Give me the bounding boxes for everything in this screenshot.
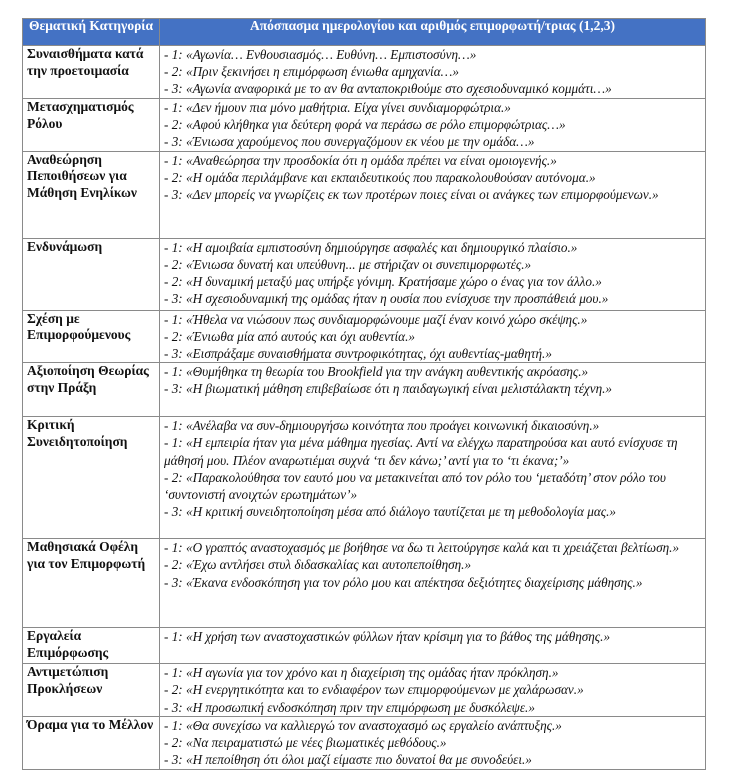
bullet-dash: - [164,540,172,556]
bullet-dash: - [164,291,172,307]
trainer-number: 2: [171,469,183,485]
quote-text: «Ένιωθα μία από αυτούς και όχι αυθεντία.» [186,328,415,344]
bullet-dash: - [164,699,172,715]
trainer-number: 2: [171,735,183,751]
trainer-number: 1: [171,540,183,556]
quote-line [164,311,701,328]
quote-line [164,503,701,520]
quote-line [164,273,701,290]
quote-line [164,681,701,698]
quote-line [164,664,701,681]
quote-line [164,46,701,63]
trainer-number: 3: [171,504,183,520]
quote-line [164,133,701,150]
quote-line [164,556,701,573]
quote-text: «Η σχεσιοδυναμική της ομάδας ήταν η ουσία που ενίσχυσε την προσπάθειά μου.» [186,291,609,307]
trainer-number: 1: [171,629,183,645]
bullet-dash: - [164,717,172,733]
quotes-cell [160,628,706,664]
quote-text: «Ο γραπτός αναστοχασμός με βοήθησε να δω τι λειτούργησε καλά και τι χρειάζεται βελτίωση.» [186,540,680,556]
bullet-dash: - [164,504,172,520]
quote-text: «Ανέλαβα να συν-δημιουργήσω κοινότητα που προάγει κοινωνική δικαιοσύνη.» [186,418,600,434]
bullet-dash: - [164,187,172,203]
quote-text: «Η εμπειρία ήταν για μένα μάθημα ηγεσίας. Αντί να ελέγχω παρατηρούσα και αυτό ενίσχυσε τη μάθησή μου. Πλέον αναρωτιέμαι συχνά ‘τι δεν κάνω;’ αντί για το ‘τι έκανα;’» [164,435,678,468]
quote-text: «Έχω αντλήσει στυλ διδασκαλίας και αυτοπεποίθηση.» [186,557,472,573]
trainer-number: 3: [171,574,183,590]
quote-line [164,434,701,468]
bullet-dash: - [164,134,172,150]
category-cell: Εργαλεία Επιμόρφωσης [23,628,160,664]
quote-text: «Αναθεώρησα την προσδοκία ότι η ομάδα πρέπει να είναι ομοιογενής.» [186,152,557,168]
quote-line [164,169,701,186]
bullet-dash: - [164,328,172,344]
quote-line [164,256,701,273]
quote-line [164,628,701,645]
category-cell: Συναισθήματα κατά την προετοιμασία [23,46,160,99]
trainer-number: 3: [171,381,183,397]
quote-line [164,116,701,133]
table-row [23,151,706,238]
trainer-number: 1: [171,311,183,327]
quote-line [164,99,701,116]
quote-line [164,751,701,768]
trainer-number: 1: [171,717,183,733]
bullet-dash: - [164,735,172,751]
quotes-cell [160,238,706,310]
quote-text: «Έκανα ενδοσκόπηση για τον ρόλο μου και απέκτησα δεξιότητες διαχείρισης μάθησης.» [186,574,643,590]
trainer-number: 2: [171,256,183,272]
quote-text: «Η ομάδα περιλάμβανε και εκπαιδευτικούς που παρακολουθούσαν αυτόνομα.» [186,169,596,185]
table-row [23,363,706,417]
quote-line [164,186,701,203]
category-cell: Αξιοποίηση Θεωρίας στην Πράξη [23,363,160,417]
trainer-number: 3: [171,134,183,150]
table-row [23,310,706,363]
quote-line [164,717,701,734]
quote-text: «Αγωνία… Ενθουσιασμός… Ευθύνη… Εμπιστοσύνη…» [186,47,477,62]
quotes-cell [160,46,706,99]
quote-line [164,290,701,307]
quote-line [164,574,701,591]
quote-line [164,328,701,345]
table-row [23,46,706,99]
table-row [23,99,706,152]
bullet-dash: - [164,152,172,168]
trainer-number: 1: [171,665,183,681]
bullet-dash: - [164,557,172,573]
quote-text: «Ήθελα να νιώσουν πως συνδιαμορφώνουμε μαζί έναν κοινό χώρο σκέψης.» [186,311,588,327]
trainer-number: 2: [171,682,183,698]
quote-line [164,239,701,256]
trainer-number: 2: [171,274,183,290]
quote-text: «Δεν ήμουν πια μόνο μαθήτρια. Είχα γίνει συνδιαμορφώτρια.» [186,100,511,115]
quote-text: «Η χρήση των αναστοχαστικών φύλλων ήταν κρίσιμη για το βάθος της μάθησης.» [186,629,611,645]
bullet-dash: - [164,256,172,272]
quote-line [164,734,701,751]
bullet-dash: - [164,47,172,62]
quotes-cell [160,310,706,363]
quotes-cell [160,99,706,152]
trainer-number: 1: [171,364,183,380]
quotes-cell [160,539,706,628]
quote-line [164,345,701,362]
quotes-cell [160,716,706,769]
bullet-dash: - [164,81,172,97]
quote-text: «Αφού κλήθηκα για δεύτερη φορά να περάσω σε ρόλο επιμορφώτριας…» [186,117,566,133]
trainer-number: 1: [171,152,183,168]
trainer-number: 3: [171,346,183,362]
bullet-dash: - [164,574,172,590]
quotes-cell [160,664,706,717]
trainer-number: 2: [171,117,183,133]
quote-text: «Η δυναμική μεταξύ μας υπήρξε γόνιμη. Κρατήσαμε χώρο ο ένας για τον άλλο.» [186,274,602,290]
header-row [23,19,706,46]
trainer-number: 3: [171,291,183,307]
quote-line [164,63,701,80]
quote-line [164,80,701,97]
trainer-number: 1: [171,100,183,115]
table-row [23,417,706,539]
header-excerpt: Απόσπασμα ημερολογίου και αριθμός επιμορφωτή/τριας (1,2,3) [160,19,706,46]
quote-text: «Η ενεργητικότητα και το ενδιαφέρον των επιμορφούμενων με χαλάρωσαν.» [186,682,584,698]
category-cell: Όραμα για το Μέλλον [23,716,160,769]
quote-line [164,363,701,380]
trainer-number: 3: [171,752,183,768]
thematic-categories-table [22,18,706,770]
quotes-cell [160,363,706,417]
quote-text: «Η βιωματική μάθηση επιβεβαίωσε ότι η παιδαγωγική είναι μελιστάλακτη τέχνη.» [186,381,613,397]
bullet-dash: - [164,665,172,681]
quote-line [164,539,701,556]
quote-text: «Εισπράξαμε συναισθήματα συντροφικότητας, όχι αυθεντίας-μαθητή.» [186,346,552,362]
header-category: Θεματική Κατηγορία [23,19,160,46]
quote-text: «Θα συνεχίσω να καλλιεργώ τον αναστοχασμό ως εργαλείο ανάπτυξης.» [186,717,562,733]
quote-text: «Η αγωνία για τον χρόνο και η διαχείριση της ομάδας ήταν πρόκληση.» [186,665,559,681]
trainer-number: 3: [171,81,183,97]
trainer-number: 2: [171,328,183,344]
category-cell: Μετασχηματισμός Ρόλου [23,99,160,152]
category-cell: Αναθεώρηση Πεποιθήσεων για Μάθηση Ενηλίκων [23,151,160,238]
quote-text: «Θυμήθηκα τη θεωρία του Brookfield για την ανάγκη αυθεντικής ακρόασης.» [186,364,589,380]
bullet-dash: - [164,274,172,290]
trainer-number: 2: [171,169,183,185]
bullet-dash: - [164,682,172,698]
bullet-dash: - [164,117,172,133]
table-row [23,628,706,664]
quote-line [164,380,701,397]
quote-text: «Πριν ξεκινήσει η επιμόρφωση ένιωθα αμηχανία…» [186,64,459,80]
bullet-dash: - [164,469,172,485]
quote-line [164,699,701,716]
bullet-dash: - [164,239,172,255]
trainer-number: 2: [171,64,183,80]
category-cell: Σχέση με Επιμορφούμενους [23,310,160,363]
table-row [23,238,706,310]
quote-line [164,417,701,434]
trainer-number: 1: [171,47,183,62]
quotes-cell [160,417,706,539]
table-row [23,664,706,717]
bullet-dash: - [164,311,172,327]
quote-line [164,469,701,503]
quote-text: «Η πεποίθηση ότι όλοι μαζί είμαστε πιο δυνατοί θα με συνοδεύει.» [186,752,532,768]
quote-text: «Η αμοιβαία εμπιστοσύνη δημιούργησε ασφαλές και δημιουργικό πλαίσιο.» [186,239,578,255]
bullet-dash: - [164,435,172,451]
quote-text: «Ένιωσα χαρούμενος που συνεργαζόμουν εκ νέου με την ομάδα…» [186,134,535,150]
quote-text: «Αγωνία αναφορικά με το αν θα ανταποκριθούμε στο σχεσιοδυναμικό κομμάτι…» [186,81,612,97]
bullet-dash: - [164,418,172,434]
bullet-dash: - [164,169,172,185]
category-cell: Κριτική Συνειδητοποίηση [23,417,160,539]
bullet-dash: - [164,64,172,80]
trainer-number: 1: [171,418,183,434]
quote-text: «Η προσωπική ενδοσκόπηση πριν την επιμόρφωση με δυσκόλεψε.» [186,699,535,715]
category-cell: Αντιμετώπιση Προκλήσεων [23,664,160,717]
trainer-number: 3: [171,699,183,715]
bullet-dash: - [164,752,172,768]
trainer-number: 2: [171,557,183,573]
bullet-dash: - [164,381,172,397]
quote-text: «Η κριτική συνειδητοποίηση μέσα από διάλογο ταυτίζεται με τη μεθοδολογία μας.» [186,504,617,520]
trainer-number: 1: [171,435,183,451]
bullet-dash: - [164,629,172,645]
table-row [23,716,706,769]
quote-text: «Ένιωσα δυνατή και υπεύθυνη... με στήριζαν οι συνεπιμορφωτές.» [186,256,532,272]
quote-text: «Παρακολούθησα τον εαυτό μου να μετακινείται από τον ρόλο του ‘μεταδότη’ στον ρόλο του ‘συντονιστή ανοιχτών ερωτημάτων’» [164,469,666,503]
bullet-dash: - [164,364,172,380]
quote-text: «Να πειραματιστώ με νέες βιωματικές μεθόδους.» [186,735,447,751]
bullet-dash: - [164,100,172,115]
quote-line [164,152,701,169]
quotes-cell [160,151,706,238]
bullet-dash: - [164,346,172,362]
category-cell: Μαθησιακά Οφέλη για τον Επιμορφωτή [23,539,160,628]
trainer-number: 1: [171,239,183,255]
table-row [23,539,706,628]
trainer-number: 3: [171,187,183,203]
quote-text: «Δεν μπορείς να γνωρίζεις εκ των προτέρων ποιες είναι οι ανάγκες των επιμορφούμενων.» [186,187,659,203]
category-cell: Ενδυνάμωση [23,238,160,310]
